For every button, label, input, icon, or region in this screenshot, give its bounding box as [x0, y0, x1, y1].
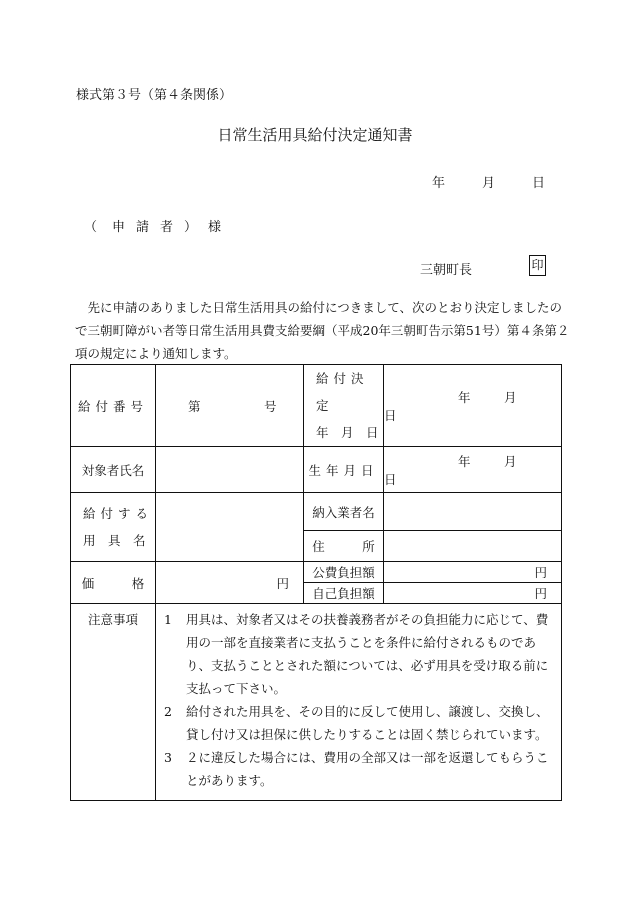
equipment-name-label — [71, 493, 156, 562]
seal-mark: 印 — [529, 255, 546, 276]
intro-line: 先に申請のありました日常生活用具の給付につきまして、次のとおり決定しましたの — [75, 300, 563, 315]
decision-date-label — [304, 365, 384, 447]
note-number: 2 — [164, 704, 172, 719]
equipment-name-field — [156, 493, 304, 562]
benefit-number-field — [156, 365, 304, 447]
addressee-open-paren: （ — [84, 220, 98, 235]
vendor-address-field — [384, 531, 562, 562]
vendor-name-field — [384, 493, 562, 531]
note-item — [164, 608, 553, 700]
birth-date-month: 月 — [504, 453, 517, 469]
decision-date-month: 月 — [504, 389, 517, 405]
note-text: 給付された用具を、その目的に反して使用し、譲渡し、交換し、貸し付け又は担保に供したりすることは固く禁じられています。 — [186, 704, 549, 742]
decision-table — [70, 364, 562, 801]
self-burden-label: 自己負担額 — [304, 583, 384, 604]
benefit-number-prefix: 第 — [188, 398, 201, 414]
intro-line: で三朝町障がい者等日常生活用具費支給要綱（平成20年三朝町告示第51号）第４条第２ — [75, 323, 570, 338]
public-burden-label: 公費負担額 — [304, 562, 384, 583]
self-burden-field: 円 — [384, 583, 562, 604]
birth-date-field — [384, 447, 562, 493]
addressee-char: 申 — [112, 220, 126, 235]
issue-date-month: 月 — [482, 176, 496, 191]
issue-date-year: 年 — [432, 176, 446, 191]
decision-date-year: 年 — [458, 389, 471, 405]
issue-date — [432, 172, 545, 191]
vendor-name-label: 納入業者名 — [304, 493, 384, 531]
note-number: 3 — [164, 750, 172, 765]
equipment-name-label-line1: 給付する — [83, 506, 154, 521]
note-number: 1 — [164, 612, 172, 627]
recipient-name-label: 対象者氏名 — [71, 447, 156, 493]
benefit-number-suffix: 号 — [264, 398, 277, 414]
note-item — [164, 700, 553, 746]
decision-date-day: 日 — [384, 407, 397, 423]
benefit-number-label: 給付番号 — [71, 365, 156, 447]
intro-paragraph — [75, 296, 570, 365]
addressee-char: 者 — [160, 220, 174, 235]
issue-date-day: 日 — [532, 176, 546, 191]
document-title: 日常生活用具給付決定通知書 — [217, 126, 413, 144]
decision-date-field — [384, 365, 562, 447]
equipment-name-label-line2: 用 具 名 — [83, 533, 146, 548]
note-item — [164, 746, 553, 792]
decision-date-label-line1: 給付決定 — [316, 371, 369, 413]
birth-date-year: 年 — [458, 453, 471, 469]
birth-date-day: 日 — [384, 471, 397, 487]
issuer-name: 三朝町長 — [420, 263, 473, 278]
notes-label: 注意事項 — [71, 604, 156, 801]
addressee — [84, 216, 221, 235]
public-burden-field: 円 — [384, 562, 562, 583]
intro-line: 項の規定により通知します。 — [75, 346, 237, 361]
addressee-close-paren: ） — [184, 220, 198, 235]
note-text: ２に違反した場合には、費用の全部又は一部を返還してもらうことがあります。 — [186, 750, 549, 788]
vendor-address-label: 住 所 — [304, 531, 384, 562]
notes-content — [156, 604, 562, 801]
birth-date-label: 生年月日 — [304, 447, 384, 493]
recipient-name-field — [156, 447, 304, 493]
addressee-honorific: 様 — [208, 220, 222, 235]
note-text: 用具は、対象者又はその扶養義務者がその負担能力に応じて、費用の一部を直接業者に支払うことを条件に給付されるものであり、支払うこととされた額については、必ず用具を受け取る前に支払って下さい。 — [186, 612, 549, 696]
form-number: 様式第３号（第４条関係） — [76, 88, 233, 103]
price-label: 価 格 — [71, 562, 156, 604]
decision-date-label-line2: 年 月 日 — [316, 425, 379, 440]
addressee-char: 請 — [136, 220, 150, 235]
price-field: 円 — [156, 562, 304, 604]
